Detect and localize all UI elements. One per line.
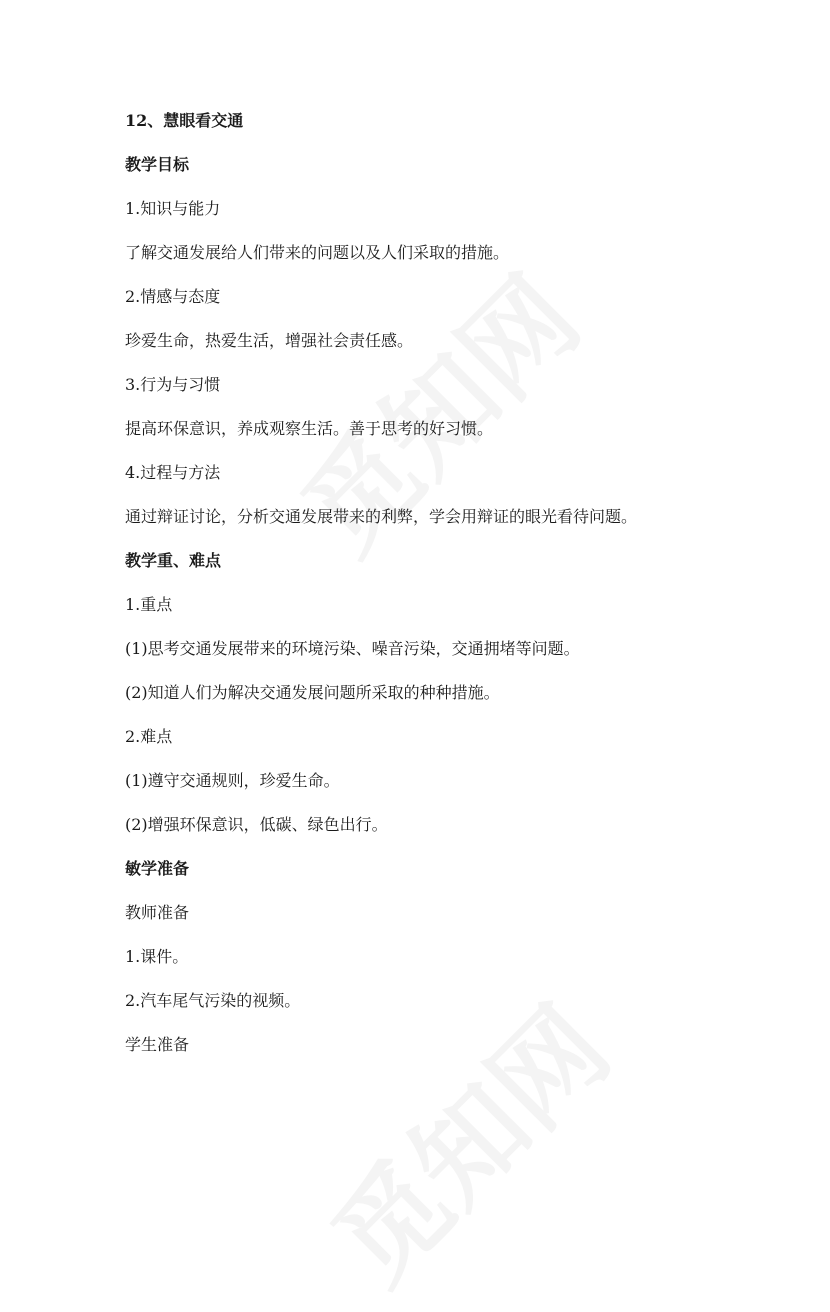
text-line: 1.重点 xyxy=(125,595,173,614)
section-heading: 敏学准备 xyxy=(125,859,190,878)
text-line: 4.过程与方法 xyxy=(125,463,221,482)
text-line: (1)思考交通发展带来的环境污染、噪音污染，交通拥堵等问题。 xyxy=(125,639,580,658)
document-body xyxy=(125,110,725,1078)
text-line: 珍爱生命，热爱生活，增强社会责任感。 xyxy=(125,331,414,350)
text-line: 2.汽车尾气污染的视频。 xyxy=(125,991,301,1010)
text-line: 2.难点 xyxy=(125,727,173,746)
text-line: 2.情感与态度 xyxy=(125,287,221,306)
text-line: (2)知道人们为解决交通发展问题所采取的种种措施。 xyxy=(125,683,500,702)
section-heading: 教学目标 xyxy=(125,155,190,174)
text-line: (2)增强环保意识，低碳、绿色出行。 xyxy=(125,815,388,834)
text-line: (1)遵守交通规则，珍爱生命。 xyxy=(125,771,340,790)
text-line: 教师准备 xyxy=(125,903,190,922)
text-line: 提高环保意识，养成观察生活。善于思考的好习惯。 xyxy=(125,419,494,438)
section-heading: 12、慧眼看交通 xyxy=(125,111,244,130)
text-line: 1.课件。 xyxy=(125,947,189,966)
text-line: 了解交通发展给人们带来的问题以及人们采取的措施。 xyxy=(125,243,510,262)
text-line: 通过辩证讨论，分析交通发展带来的利弊，学会用辩证的眼光看待问题。 xyxy=(125,507,638,526)
text-line: 1.知识与能力 xyxy=(125,199,221,218)
section-heading: 教学重、难点 xyxy=(125,551,222,570)
text-line: 3.行为与习惯 xyxy=(125,375,221,394)
text-line: 学生准备 xyxy=(125,1035,190,1054)
